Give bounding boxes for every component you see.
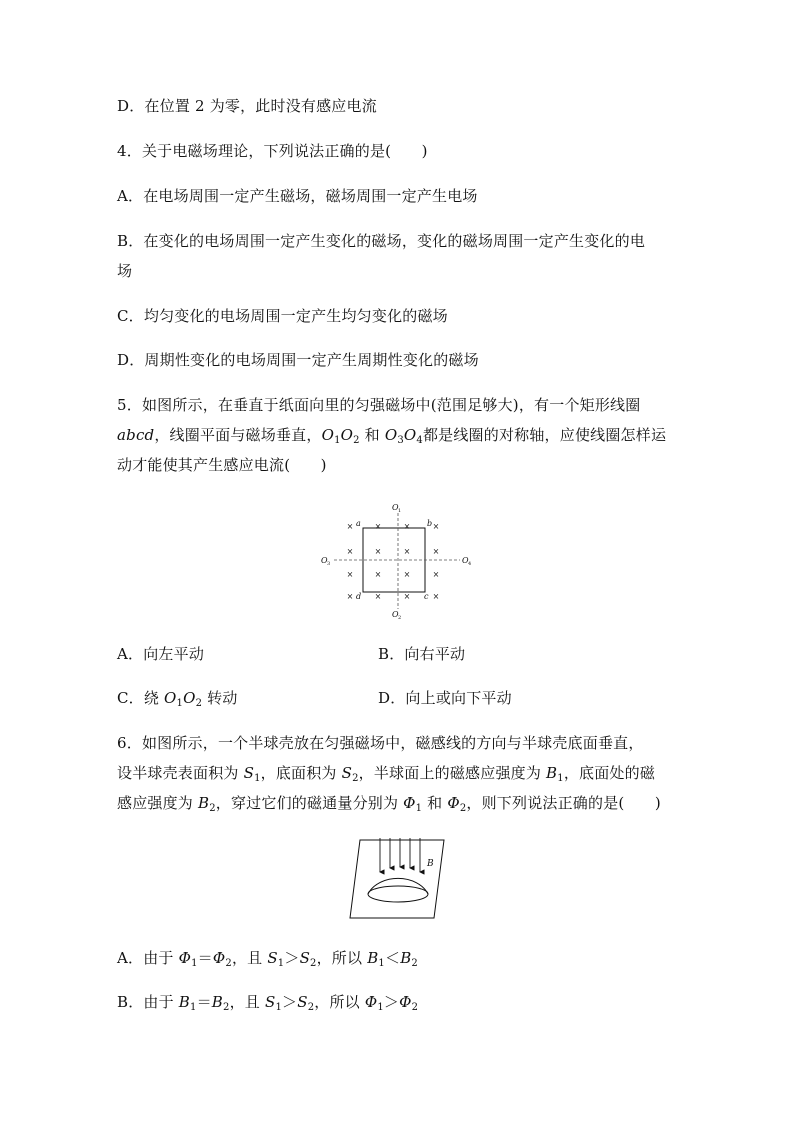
svg-text:×: ×: [432, 547, 440, 556]
svg-text:×: ×: [374, 547, 382, 556]
q4-option-b-line2: 场: [117, 262, 133, 280]
svg-text:×: ×: [403, 570, 411, 579]
svg-text:×: ×: [346, 592, 354, 601]
svg-text:×: ×: [346, 522, 354, 531]
q6-option-a: A．由于 $\Phi_1=\Phi_2$，且 $S_1>S_2$，所以 $B_1<B_2$: [117, 949, 418, 969]
svg-text:×: ×: [374, 570, 382, 579]
q4-option-d: D．周期性变化的电场周围一定产生周期性变化的磁场: [117, 351, 479, 369]
q5-option-a: A．向左平动: [117, 645, 205, 663]
q4-option-a: A．在电场周围一定产生磁场，磁场周围一定产生电场: [117, 187, 478, 205]
q6-hemisphere-figure: [346, 836, 450, 924]
svg-text:×: ×: [403, 547, 411, 556]
q5-coil-figure: [318, 497, 478, 625]
plane: [350, 840, 444, 918]
svg-text:×: ×: [403, 522, 411, 531]
svg-text:×: ×: [346, 547, 354, 556]
q6-stem-line2: 设半球壳表面积为 $S_1$，底面积为 $S_2$，半球面上的磁感应强度为 $B_1$，底面处的磁: [117, 764, 656, 784]
svg-text:×: ×: [432, 570, 440, 579]
svg-text:1: 1: [398, 508, 402, 514]
q6-stem-line1: 6．如图所示，一个半球壳放在匀强磁场中，磁感线的方向与半球壳底面垂直，: [117, 734, 644, 752]
q5-option-b: B．向右平动: [378, 645, 466, 663]
q4-stem: 4．关于电磁场理论，下列说法正确的是( ): [117, 142, 428, 160]
field-lines: [380, 838, 420, 872]
svg-text:×: ×: [432, 592, 440, 601]
svg-text:2: 2: [398, 615, 402, 621]
q5-stem-line1: 5．如图所示，在垂直于纸面向里的匀强磁场中(范围足够大)，有一个矩形线圈: [117, 396, 641, 414]
hemisphere-base: [368, 886, 428, 902]
q5-stem-line3: 动才能使其产生感应电流( ): [117, 456, 327, 474]
label-B: B: [427, 859, 434, 869]
svg-text:×: ×: [432, 522, 440, 531]
svg-text:3: 3: [327, 561, 331, 567]
svg-text:×: ×: [374, 592, 382, 601]
q5-stem-line2: abcd，线圈平面与磁场垂直，$O_1O_2$ 和 $O_3O_4$都是线圈的对称轴，应使线圈怎样运: [117, 426, 667, 446]
label-o2: O: [392, 610, 399, 619]
q6-stem-line3: 感应强度为 $B_2$，穿过它们的磁通量分别为 $\Phi_1$ 和 $\Phi_2$，则下列说法正确的是( ): [117, 794, 661, 814]
q3-option-d: D．在位置 2 为零，此时没有感应电流: [117, 97, 377, 115]
q4-option-b-line1: B．在变化的电场周围一定产生变化的磁场，变化的磁场周围一定产生变化的电: [117, 232, 646, 250]
q4-option-c: C．均匀变化的电场周围一定产生均匀变化的磁场: [117, 307, 448, 325]
svg-text:×: ×: [374, 522, 382, 531]
label-o1: O: [392, 503, 399, 512]
label-a: a: [356, 519, 361, 528]
q6-option-b: B．由于 $B_1=B_2$，且 $S_1>S_2$，所以 $\Phi_1>\Phi_2$: [117, 993, 419, 1013]
label-c: c: [424, 592, 429, 601]
svg-text:×: ×: [403, 592, 411, 601]
label-o3: O: [321, 556, 328, 565]
q5-option-d: D．向上或向下平动: [378, 689, 512, 707]
label-b: b: [427, 519, 433, 528]
label-d: d: [356, 592, 362, 601]
q5-option-c: C．绕 $O_1O_2$ 转动: [117, 689, 238, 709]
label-o4: O: [462, 556, 469, 565]
svg-text:×: ×: [346, 570, 354, 579]
svg-text:4: 4: [468, 561, 472, 567]
